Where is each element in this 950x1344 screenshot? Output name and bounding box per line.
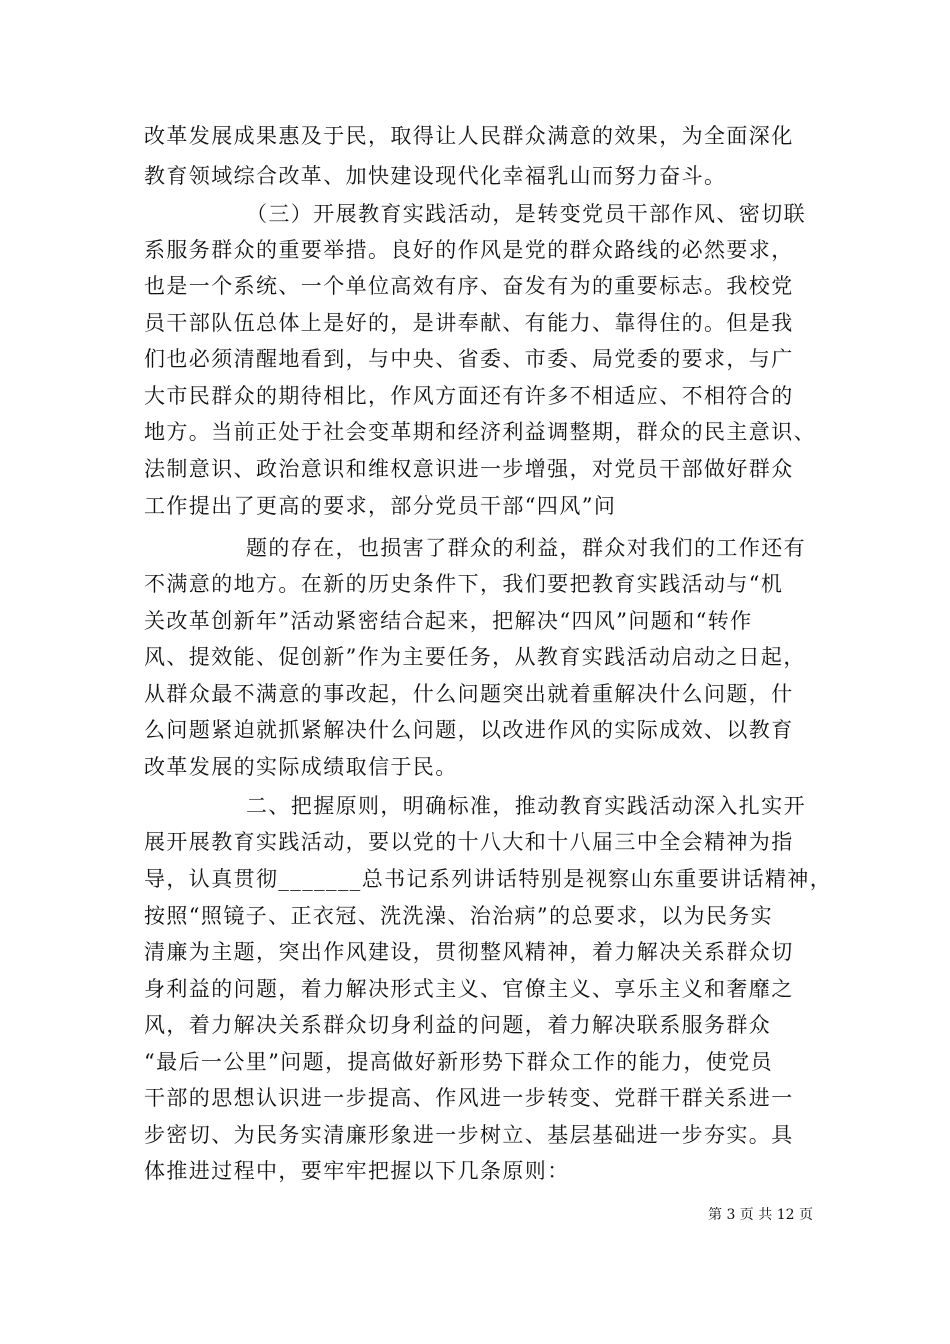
text-line: 干部的思想认识进一步提高、作风进一步转变、党群干群关系进一: [144, 1086, 794, 1110]
text-line: 题的存在，也损害了群众的利益，群众对我们的工作还有: [246, 536, 806, 560]
text-line: 改革发展的实际成绩取信于民。: [144, 755, 458, 779]
text-line: 从群众最不满意的事改起，什么问题突出就着重解决什么问题，什: [144, 682, 794, 706]
text-line: 二、把握原则，明确标准，推动教育实践活动深入扎实开: [246, 794, 806, 818]
text-line: 么问题紧迫就抓紧解决什么问题，以改进作风的实际成效、以教育: [144, 718, 794, 742]
text-line: 们也必须清醒地看到，与中央、省委、市委、局党委的要求，与广: [144, 347, 794, 371]
text-line: 也是一个系统、一个单位高效有序、奋发有为的重要标志。我校党: [144, 274, 794, 298]
text-line: “最后一公里”问题，提高做好新形势下群众工作的能力，使党员: [144, 1050, 774, 1074]
text-line: 风、提效能、促创新”作为主要任务，从教育实践活动启动之日起，: [144, 645, 806, 669]
text-line: 清廉为主题，突出作风建设，贯彻整风精神，着力解决关系群众切: [144, 940, 794, 964]
text-line: 身利益的问题，着力解决形式主义、官僚主义、享乐主义和奢靡之: [144, 977, 794, 1001]
text-line: 法制意识、政治意识和维权意识进一步增强，对党员干部做好群众: [144, 457, 794, 481]
text-line: 步密切、为民务实清廉形象进一步树立、基层基础进一步夯实。具: [144, 1123, 794, 1147]
text-line: 地方。当前正处于社会变革期和经济利益调整期，群众的民主意识、: [144, 420, 816, 444]
text-line: 改革发展成果惠及于民，取得让人民群众满意的效果，为全面深化: [144, 124, 794, 148]
text-line: （三）开展教育实践活动，是转变党员干部作风、密切联: [246, 202, 806, 226]
text-line: 教育领域综合改革、加快建设现代化幸福乳山而努力奋斗。: [144, 164, 727, 188]
text-line: 风，着力解决关系群众切身利益的问题，着力解决联系服务群众: [144, 1013, 772, 1037]
text-line: 员干部队伍总体上是好的，是讲奉献、有能力、靠得住的。但是我: [144, 311, 794, 335]
text-line: 不满意的地方。在新的历史条件下，我们要把教育实践活动与“机: [144, 572, 784, 596]
text-line: 关改革创新年”活动紧密结合起来，把解决“四风”问题和“转作: [144, 609, 753, 633]
text-line: 大市民群众的期待相比，作风方面还有许多不相适应、不相符合的: [144, 384, 794, 408]
text-line: 按照“照镜子、正衣冠、洗洗澡、治治病”的总要求，以为民务实: [144, 904, 774, 928]
text-line: 展开展教育实践活动，要以党的十八大和十八届三中全会精神为指: [144, 830, 794, 854]
text-line: 体推进过程中，要牢牢把握以下几条原则：: [144, 1159, 570, 1183]
text-line: 系服务群众的重要举措。良好的作风是党的群众路线的必然要求，: [144, 238, 794, 262]
text-line: 导，认真贯彻_______总书记系列讲话特别是视察山东重要讲话精神，: [144, 867, 833, 891]
page-number: 第 3 页 共 12 页: [708, 1207, 813, 1223]
text-line: 工作提出了更高的要求，部分党员干部“四风”问: [144, 494, 617, 518]
